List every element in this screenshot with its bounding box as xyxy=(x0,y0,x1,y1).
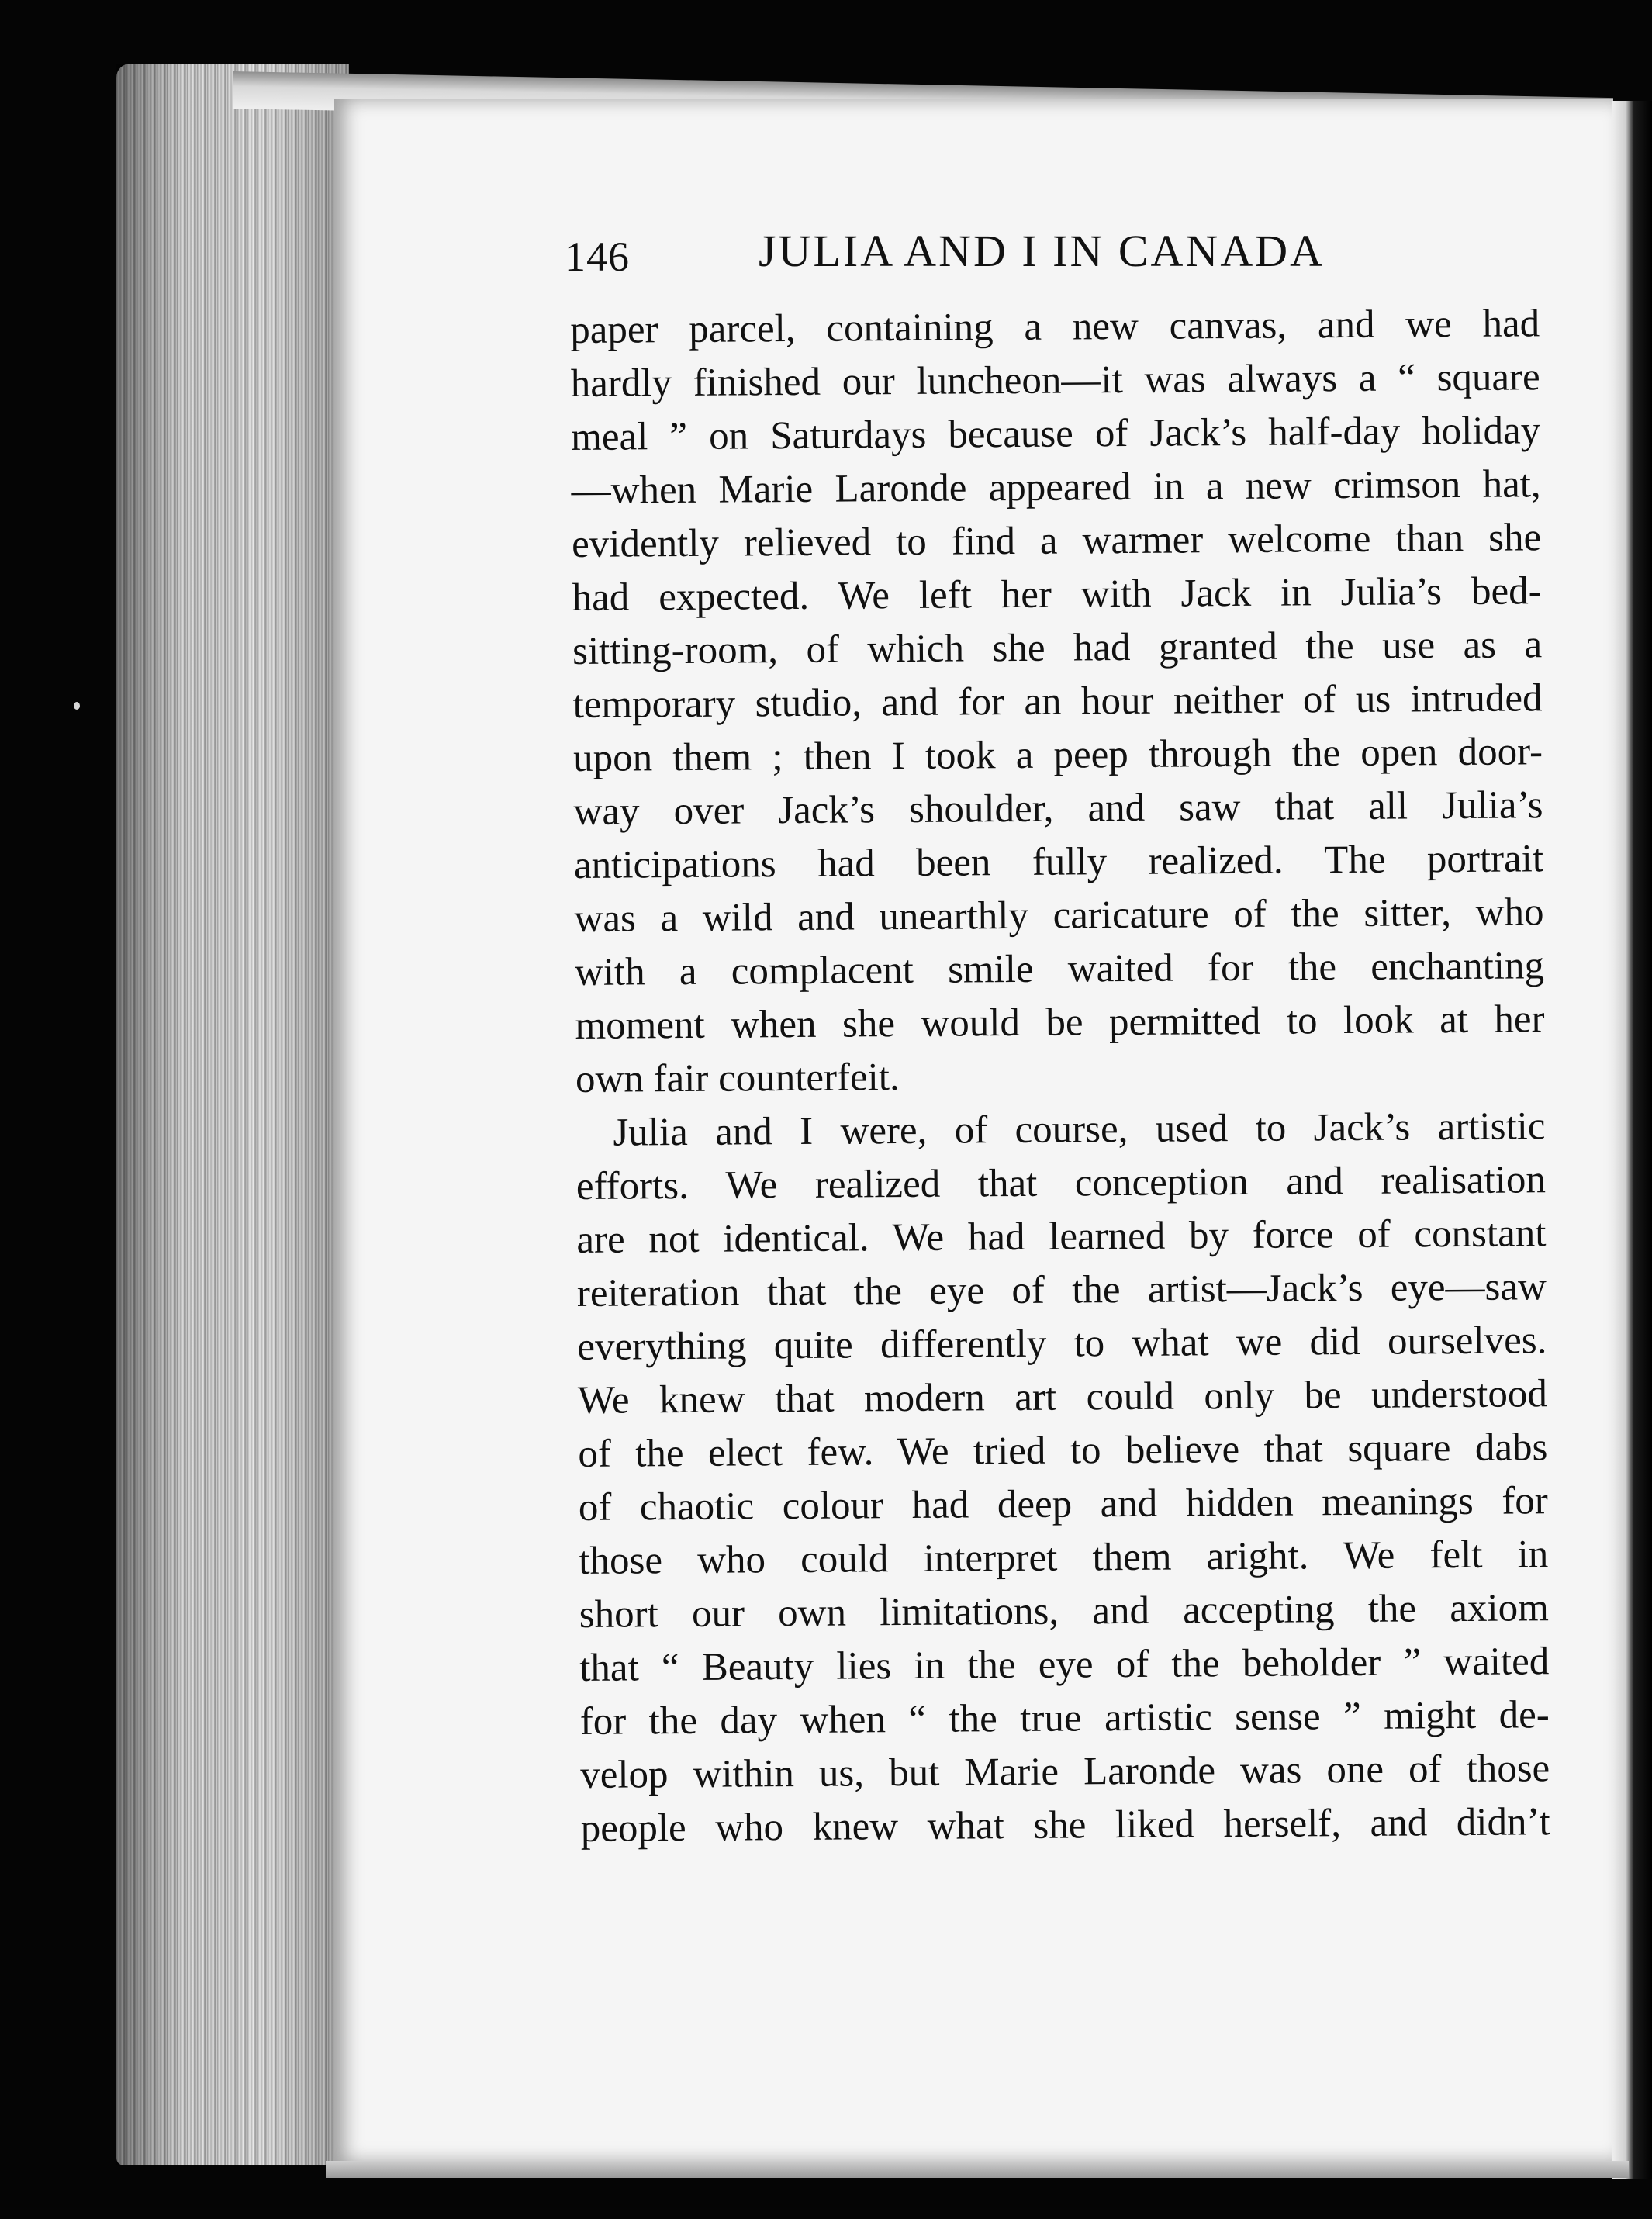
text-line: efforts. We realized that conception and realisation xyxy=(575,1158,1547,1208)
book-right-edge xyxy=(1612,101,1652,2179)
text-line: with a complacent smile waited for the enchanting xyxy=(574,944,1545,994)
text-line: everything quite differently to what we did ourselves. xyxy=(577,1319,1547,1369)
text-line: of the elect few. We tried to believe that square dabs xyxy=(578,1426,1548,1476)
text-line: was a wild and unearthly caricature of the sitter, who xyxy=(574,890,1544,941)
text-line: hardly finished our luncheon—it was always a “ square xyxy=(570,355,1540,406)
paragraph-start-line: Julia and I were, of course, used to Jack’s artistic xyxy=(613,1104,1546,1155)
scan-speck xyxy=(74,702,80,710)
text-line: anticipations had been fully realized. The portrait xyxy=(573,837,1544,887)
text-line: paper parcel, containing a new canvas, and we had xyxy=(570,302,1540,352)
page-number: 146 xyxy=(565,233,630,280)
text-line: sitting-room, of which she had granted the use as a xyxy=(572,623,1543,673)
text-line: velop within us, but Marie Laronde was one of those xyxy=(580,1747,1550,1797)
text-line: those who could interpret them aright. We felt in xyxy=(579,1533,1549,1583)
text-line: moment when she would be permitted to look at her xyxy=(575,997,1545,1048)
text-line: people who knew what she liked herself, and didn’t xyxy=(580,1800,1550,1851)
text-line: evidently relieved to find a warmer welcome than she xyxy=(571,516,1542,566)
text-line: temporary studio, and for an hour neither of us intruded xyxy=(572,676,1543,727)
text-line: We knew that modern art could only be understood xyxy=(577,1372,1548,1422)
paragraph-end-line: own fair counterfeit. xyxy=(575,1056,900,1101)
text-line: —when Marie Laronde appeared in a new crimson hat, xyxy=(571,462,1541,513)
text-line: way over Jack’s shoulder, and saw that all Julia’s xyxy=(573,783,1543,834)
book-bottom-edge xyxy=(326,2161,1629,2178)
body-text xyxy=(570,297,1550,1856)
book-page-edges xyxy=(116,64,349,2165)
book-title: JULIA AND I IN CANADA xyxy=(759,226,1325,276)
text-line: meal ” on Saturdays because of Jack’s half-day holiday xyxy=(571,409,1541,459)
text-line: of chaotic colour had deep and hidden meanings for xyxy=(578,1479,1548,1529)
text-line: had expected. We left her with Jack in Julia’s bed- xyxy=(572,569,1542,620)
text-line: that “ Beauty lies in the eye of the beholder ” waited xyxy=(579,1640,1550,1690)
running-head xyxy=(565,225,1340,287)
text-line: are not identical. We had learned by force of constant xyxy=(576,1211,1547,1262)
text-line: upon them ; then I took a peep through the open door- xyxy=(572,730,1543,780)
text-line: for the day when “ the true artistic sense ” might de- xyxy=(579,1693,1550,1744)
text-line: short our own limitations, and accepting the axiom xyxy=(579,1586,1549,1637)
text-line: reiteration that the eye of the artist—Jack’s eye—saw xyxy=(576,1265,1547,1315)
